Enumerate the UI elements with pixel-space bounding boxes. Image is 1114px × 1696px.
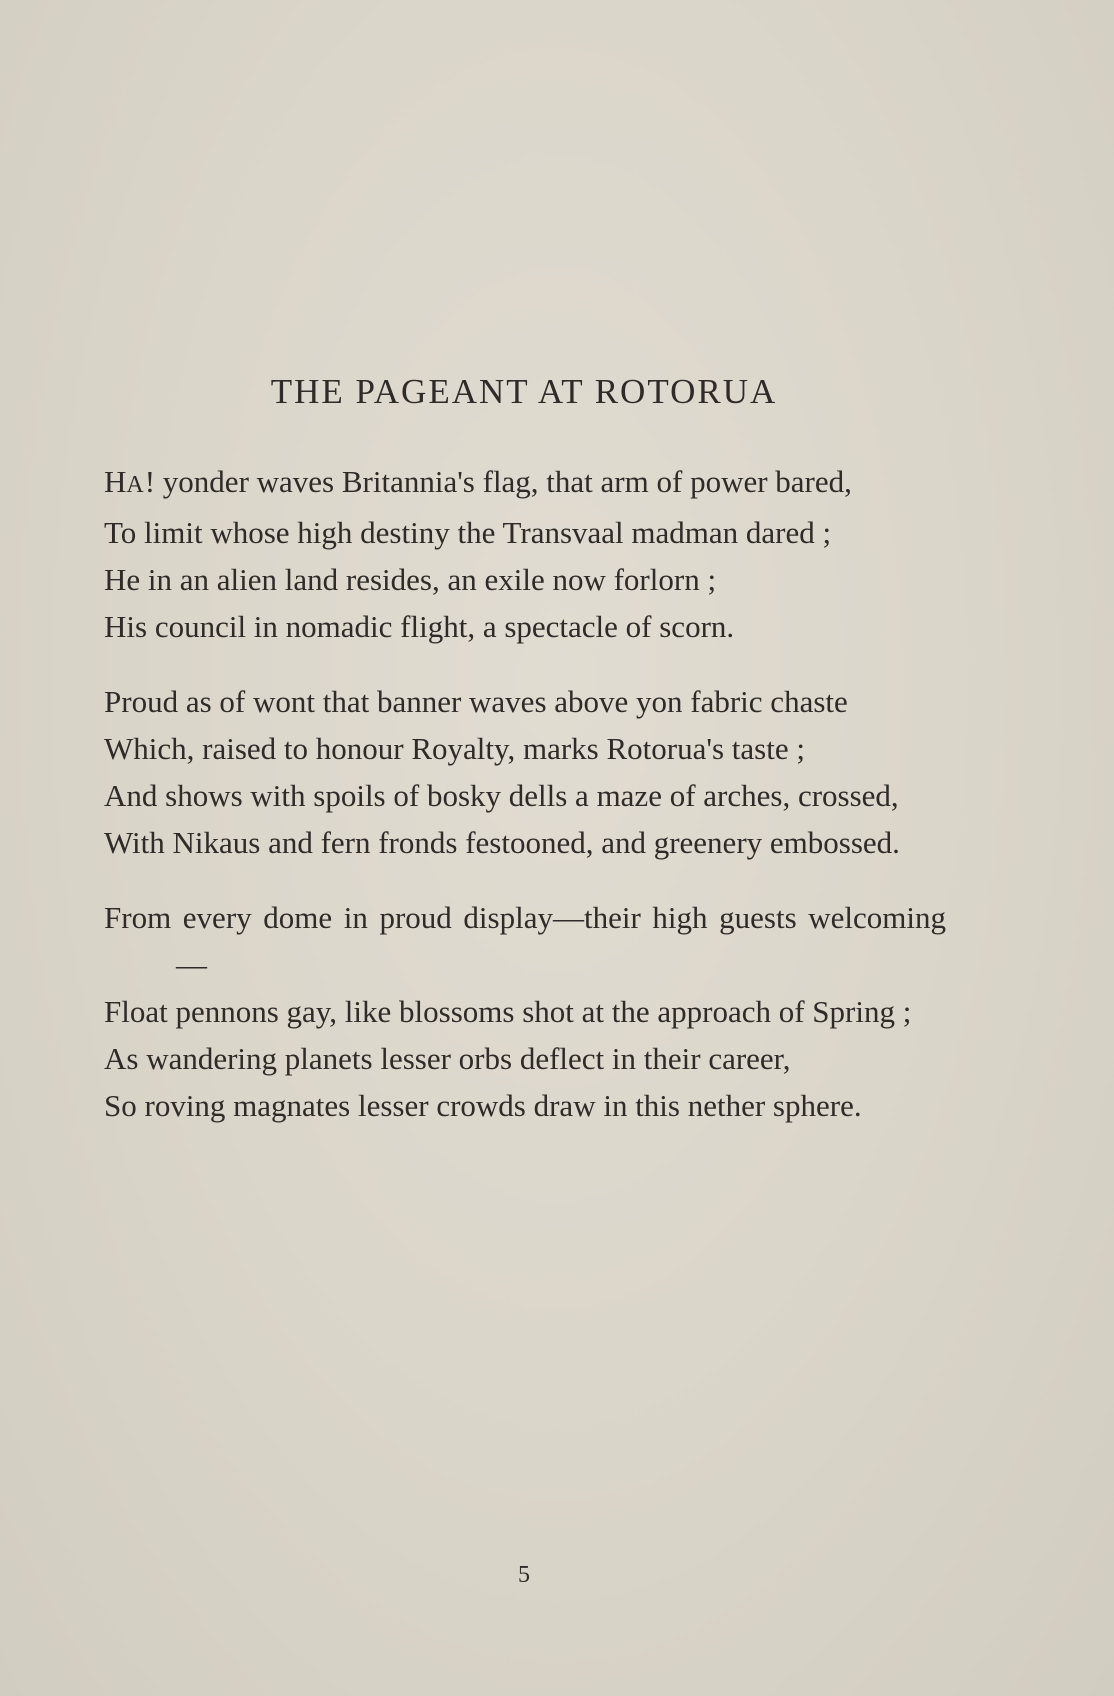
stanza-2 (104, 678, 946, 866)
poem-body (104, 458, 946, 1157)
poem-line (104, 458, 946, 509)
smallcaps-text: A (126, 472, 145, 498)
poem-line: So roving magnates lesser crowds draw in this nether sphere. (104, 1088, 862, 1123)
poem-line: His council in nomadic flight, a spectacle of scorn. (104, 609, 735, 644)
poem-line: He in an alien land resides, an exile now forlorn ; (104, 562, 717, 597)
poem-line: Which, raised to honour Royalty, marks Rotorua's taste ; (104, 731, 805, 766)
poem-line: And shows with spoils of bosky dells a maze of arches, crossed, (104, 778, 899, 813)
poem-line: Proud as of wont that banner waves above yon fabric chaste (104, 684, 848, 719)
poem-title: THE PAGEANT AT ROTORUA (270, 372, 778, 411)
poem-line: As wandering planets lesser orbs deflect in their career, (104, 1041, 791, 1076)
line-text: ! yonder waves Britannia's flag, that arm of power bared, (144, 464, 852, 499)
dropcap: H (104, 464, 127, 499)
poem-line: To limit whose high destiny the Transvaal madman dared ; (104, 515, 832, 550)
stanza-1 (104, 458, 946, 650)
poem-line: With Nikaus and fern fronds festooned, and greenery embossed. (104, 825, 900, 860)
poem-line: From every dome in proud display—their high guests welcoming— (104, 900, 946, 982)
poem-line: Float pennons gay, like blossoms shot at the approach of Spring ; (104, 994, 912, 1029)
stanza-3 (104, 894, 946, 1129)
page-number: 5 (518, 1562, 530, 1588)
